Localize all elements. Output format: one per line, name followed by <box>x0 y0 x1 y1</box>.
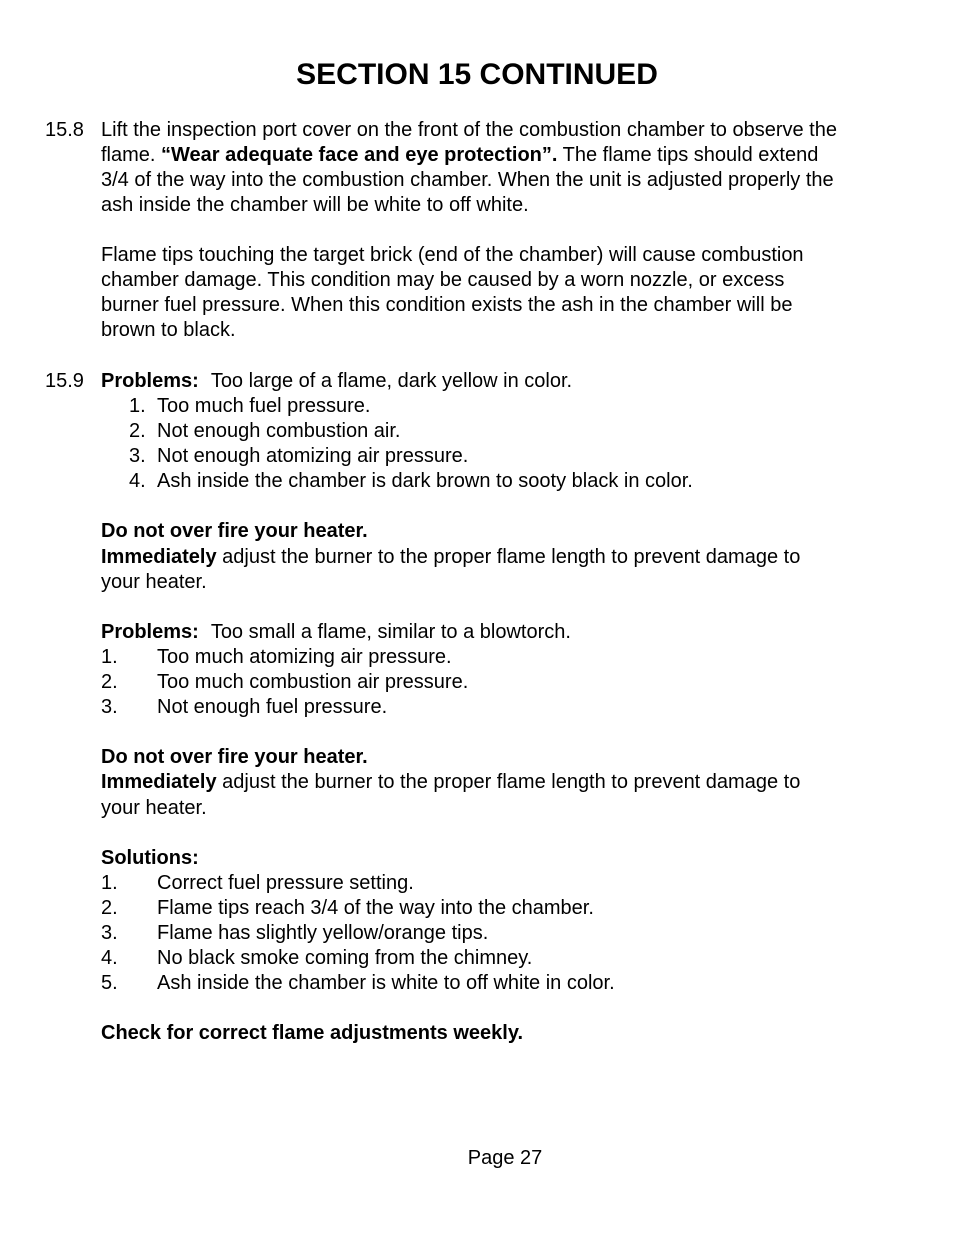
section-number-15-8: 15.8 <box>45 119 84 141</box>
problems-text: Too large of a flame, dark yellow in color. <box>210 370 573 392</box>
paragraph-line: Flame tips touching the target brick (end of the chamber) will cause combustion <box>101 244 804 266</box>
list-text: Flame has slightly yellow/orange tips. <box>157 922 489 944</box>
list-number: 4. <box>129 470 146 492</box>
problems-heading <box>101 369 572 394</box>
text-run: adjust the burner to the proper flame length to prevent damage to <box>216 771 801 793</box>
paragraph-line <box>101 770 800 795</box>
list-text: Too much fuel pressure. <box>157 395 371 417</box>
list-item <box>129 419 401 444</box>
paragraph-line: your heater. <box>101 571 207 593</box>
weekly-check-note: Check for correct flame adjustments weekly. <box>101 1022 524 1044</box>
list-item <box>101 670 469 695</box>
list-number: 3. <box>101 696 118 718</box>
list-item <box>101 896 594 921</box>
section-number-15-9: 15.9 <box>45 370 84 392</box>
list-number: 1. <box>101 872 118 894</box>
problems-label: Problems: <box>101 621 199 643</box>
paragraph-line: chamber damage. This condition may be caused by a worn nozzle, or excess <box>101 269 785 291</box>
list-text: Ash inside the chamber is dark brown to sooty black in color. <box>157 470 693 492</box>
paragraph-line: your heater. <box>101 797 207 819</box>
list-number: 2. <box>101 671 118 693</box>
list-text: Too much combustion air pressure. <box>157 671 469 693</box>
text-run: flame. <box>101 144 162 166</box>
list-item <box>101 645 452 670</box>
list-number: 1. <box>129 395 146 417</box>
list-number: 2. <box>129 420 146 442</box>
list-number: 2. <box>101 897 118 919</box>
list-text: Flame tips reach 3/4 of the way into the chamber. <box>157 897 594 919</box>
warning-heading: Do not over fire your heater. <box>101 746 368 768</box>
text-run: The flame tips should extend <box>557 144 819 166</box>
emphasis-immediately: Immediately <box>101 546 217 568</box>
list-item <box>101 946 533 971</box>
paragraph-line <box>101 545 800 570</box>
problems-label: Problems: <box>101 370 199 392</box>
list-number: 3. <box>101 922 118 944</box>
solutions-heading: Solutions: <box>101 847 199 869</box>
paragraph-line: ash inside the chamber will be white to off white. <box>101 194 529 216</box>
list-item <box>129 444 469 469</box>
paragraph-line: burner fuel pressure. When this condition exists the ash in the chamber will be <box>101 294 793 316</box>
page-title: SECTION 15 CONTINUED <box>296 58 658 91</box>
list-number: 4. <box>101 947 118 969</box>
list-number: 3. <box>129 445 146 467</box>
problems-text: Too small a flame, similar to a blowtorch. <box>210 621 571 643</box>
list-number: 1. <box>101 646 118 668</box>
list-text: Not enough atomizing air pressure. <box>157 445 469 467</box>
list-item <box>101 695 388 720</box>
list-text: Not enough fuel pressure. <box>157 696 388 718</box>
paragraph-line: 3/4 of the way into the combustion chamber. When the unit is adjusted properly the <box>101 169 834 191</box>
paragraph-line <box>101 143 818 168</box>
list-item <box>101 971 615 996</box>
problems-heading <box>101 620 571 645</box>
list-item <box>129 469 693 494</box>
list-text: Not enough combustion air. <box>157 420 401 442</box>
paragraph-line: brown to black. <box>101 319 236 341</box>
list-text: Ash inside the chamber is white to off white in color. <box>157 972 615 994</box>
page-number: Page 27 <box>467 1147 543 1169</box>
list-text: Too much atomizing air pressure. <box>157 646 452 668</box>
list-item <box>101 921 489 946</box>
list-item <box>101 871 414 896</box>
safety-warning: “Wear adequate face and eye protection”. <box>161 144 558 166</box>
list-number: 5. <box>101 972 118 994</box>
emphasis-immediately: Immediately <box>101 771 217 793</box>
paragraph-line: Lift the inspection port cover on the front of the combustion chamber to observe the <box>101 119 837 141</box>
list-text: Correct fuel pressure setting. <box>157 872 414 894</box>
list-item <box>129 394 371 419</box>
warning-heading: Do not over fire your heater. <box>101 520 368 542</box>
text-run: adjust the burner to the proper flame length to prevent damage to <box>216 546 801 568</box>
list-text: No black smoke coming from the chimney. <box>157 947 533 969</box>
